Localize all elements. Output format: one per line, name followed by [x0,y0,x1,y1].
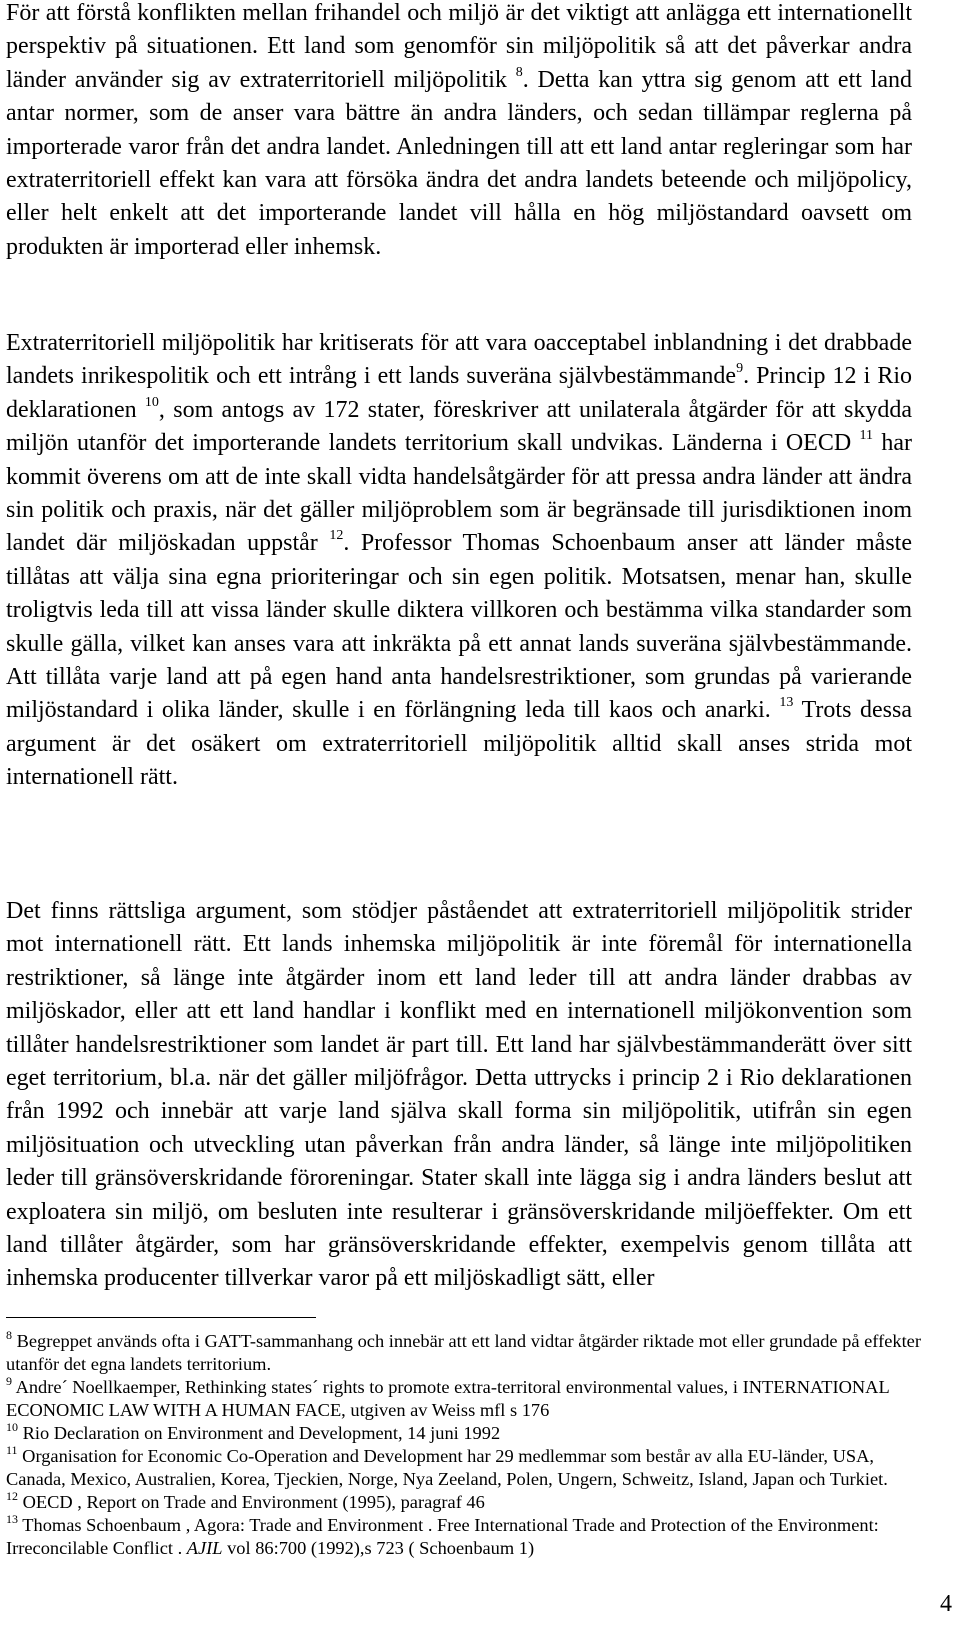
paragraph-text: . Detta kan yttra sig genom att ett land antar normer, som de anser vara bättre än andra länders, och sedan tillämpar reglerna på importerade varor från det andra landet. Anledningen till att ett land antar regleringar som har extraterritoriell effekt kan vara att försöka ändra det andra landets beteende och miljöpolicy, eller helt enkelt att det importerande landet vill hålla en hög miljöstandard oavsett om produkten är importerad eller inhemsk. [6,66,913,260]
footnote-10 [6,1422,926,1445]
footnote-8 [6,1330,926,1376]
footnote-ref: 13 [779,695,794,711]
footnote-12 [6,1491,926,1514]
footnote-13 [6,1514,926,1560]
paragraph-text: . Professor Thomas Schoenbaum anser att länder måste tillåtas att välja sina egna prioriteringar och sin egen politik. Motsatsen, menar han, skulle troligtvis leda till att vissa länder skulle diktera villkoren och bestämma vilka standarder som skulle gälla, vilket kan anses vara att inkräkta på ett annat lands suveräna självbestämmande. Att tillåta varje land att på egen hand anta handelsrestriktioner, som grundas på varierande miljöstandard i olika länder, skulle i en förlängning leda till kaos och anarki. [6,530,912,724]
footnote-text: Andre´ Noellkaemper, Rethinking states´ rights to promote extra-territoral environmental values, i INTERNATIONAL ECONOMIC LAW WITH A HUMAN FACE, utgiven av Weiss mfl s 176 [6,1377,890,1420]
footnote-ref: 10 [144,394,159,410]
footnote-number: 11 [6,1443,18,1457]
footnotes [6,1330,926,1560]
footnote-number: 10 [6,1420,18,1434]
footnote-text: vol 86:700 (1992),s 723 ( Schoenbaum 1) [222,1538,535,1558]
paragraph-text: För att förstå konflikten mellan frihandel och miljö är det viktigt att anlägga ett internationellt perspektiv på situationen. Ett land som genomför sin miljöpolitik så att det påverkar andra länder använder sig av extraterritoriell miljöpolitik [6,0,912,93]
footnote-ref: 12 [329,528,344,544]
footnote-text: Rio Declaration on Environment and Development, 14 juni 1992 [18,1423,501,1443]
paragraph-1 [6,0,912,264]
paragraph-text: Trots dessa argument är det osäkert om extraterritoriell miljöpolitik alltid skall anses strida mot internationell rätt. [6,697,913,791]
footnote-number: 9 [6,1374,12,1388]
paragraph-text: Det finns rättsliga argument, som stödjer påståendet att extraterritoriell miljöpolitik strider mot internationell rätt. Ett lands inhemska miljöpolitik är inte föremål för internationella restriktioner, så länge inte åtgärder inom ett land leder till att andra länder drabbas av miljöskador, eller att ett land handlar i konflikt med en internationell miljökonvention som tillåter handelsrestriktioner som landet är part till. Ett land har självbestämmanderätt över sitt eget territorium, bl.a. när det gäller miljöfrågor. Detta uttrycks i princip 2 i Rio deklarationen från 1992 och innebär att varje land själva skall forma sin miljöpolitik, utifrån sin egen miljösituation och utveckling utan påverkan från andra länder, så länge inte miljöpolitiken leder till gränsöverskridande föroreningar. Stater skall inte lägga sig i andra länders beslut att exploatera sin miljö, om besluten inte resulterar i gränsöverskridande miljöeffekter. Om ett land tillåter åtgärder, som har gränsöverskridande effekter, exempelvis genom tillåta att inhemska producenter tillverkar varor på ett miljöskadligt sätt, eller [6,898,912,1292]
footnote-text: Thomas Schoenbaum , Agora: Trade and Environment . Free International Trade and Protection of the Environment: Irreconcilable Conflict . [6,1515,879,1558]
paragraph-2 [6,327,912,795]
paragraph-text: . Princip 12 i Rio deklarationen [6,363,913,423]
paragraph-text: , som antogs av 172 stater, föreskriver att unilaterala åtgärder för att skydda miljön utanför det importerande landets territorium skall undvikas. Länderna i OECD [6,396,913,457]
footnote-ref: 8 [515,64,523,80]
paragraph-3 [6,895,912,1296]
footnote-ref: 11 [859,428,873,444]
paragraph-text: har kommit överens om att de inte skall vidta handelsåtgärder för att pressa andra länder att ändra sin politik och praxis, när det gäller miljöproblem som är begränsade till jurisdiktionen inom landet där miljöskadan uppstår [6,430,912,557]
footnote-text: Organisation for Economic Co-Operation and Development har 29 medlemmar som består av alla EU-länder, USA, Canada, Mexico, Australien, Korea, Tjeckien, Norge, Nya Zeeland, Polen, Ungern, Schweitz, Island, Japan och Turkiet. [6,1446,888,1489]
footnote-number: 13 [6,1512,18,1526]
footnote-text: Begreppet används ofta i GATT-sammanhang och innebär att ett land vidtar åtgärder riktade mot eller grundade på effekter utanför det egna landets territorium. [6,1331,921,1374]
footnote-text: OECD , Report on Trade and Environment (1995), paragraf 46 [18,1492,485,1512]
footnote-11 [6,1445,926,1491]
page-number: 4 [940,1591,952,1617]
footnote-9 [6,1376,926,1422]
paragraph-text: Extraterritoriell miljöpolitik har kritiserats för att vara oacceptabel inblandning i det drabbade landets inrikespolitik och ett intrång i ett lands suveräna självbestämmande [6,330,912,390]
footnote-ref: 9 [736,361,744,377]
footnote-number: 8 [6,1328,12,1342]
footnote-divider [6,1317,316,1318]
journal-name: AJIL [186,1538,223,1558]
footnote-number: 12 [6,1489,18,1503]
